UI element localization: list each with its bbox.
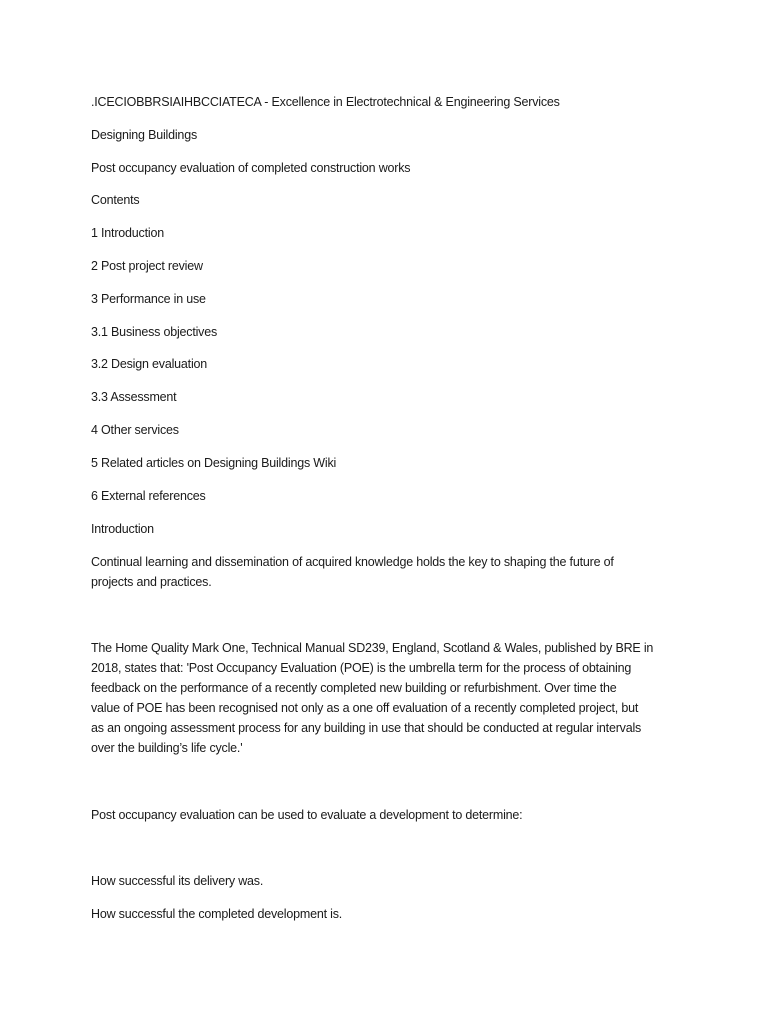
contents-item: 3.1 Business objectives [91, 325, 218, 339]
paragraph-line: over the building’s life cycle.' [91, 741, 243, 755]
contents-item: 5 Related articles on Designing Buildings Wiki [91, 456, 337, 470]
list-item: How successful the completed development is. [91, 907, 343, 921]
contents-item: 2 Post project review [91, 259, 203, 273]
paragraph-line: Continual learning and dissemination of acquired knowledge holds the key to shaping the future of [91, 555, 614, 569]
contents-heading: Contents [91, 193, 140, 207]
contents-item: 3 Performance in use [91, 292, 206, 306]
paragraph-line: feedback on the performance of a recently completed new building or refurbishment. Over time the [91, 681, 617, 695]
paragraph [91, 638, 691, 758]
paragraph-line: as an ongoing assessment process for any building in use that should be conducted at regular intervals [91, 721, 642, 735]
section-heading-introduction: Introduction [91, 522, 154, 536]
paragraph-line: The Home Quality Mark One, Technical Manual SD239, England, Scotland & Wales, published by BRE in [91, 641, 654, 655]
contents-item: 3.2 Design evaluation [91, 357, 208, 371]
contents-item: 1 Introduction [91, 226, 164, 240]
header-line: .ICECIOBBRSIAIHBCCIATECA - Excellence in Electrotechnical & Engineering Services [91, 95, 560, 109]
article-title: Post occupancy evaluation of completed construction works [91, 161, 411, 175]
paragraph-line: value of POE has been recognised not only as a one off evaluation of a recently completed project, but [91, 701, 639, 715]
contents-item: 6 External references [91, 489, 206, 503]
contents-item: 4 Other services [91, 423, 179, 437]
paragraph-line: 2018, states that: 'Post Occupancy Evaluation (POE) is the umbrella term for the process of obtaining [91, 661, 632, 675]
paragraph-line: projects and practices. [91, 575, 212, 589]
site-name: Designing Buildings [91, 128, 197, 142]
list-item: How successful its delivery was. [91, 874, 264, 888]
paragraph [91, 552, 691, 592]
paragraph: Post occupancy evaluation can be used to evaluate a development to determine: [91, 808, 523, 822]
contents-item: 3.3 Assessment [91, 390, 177, 404]
